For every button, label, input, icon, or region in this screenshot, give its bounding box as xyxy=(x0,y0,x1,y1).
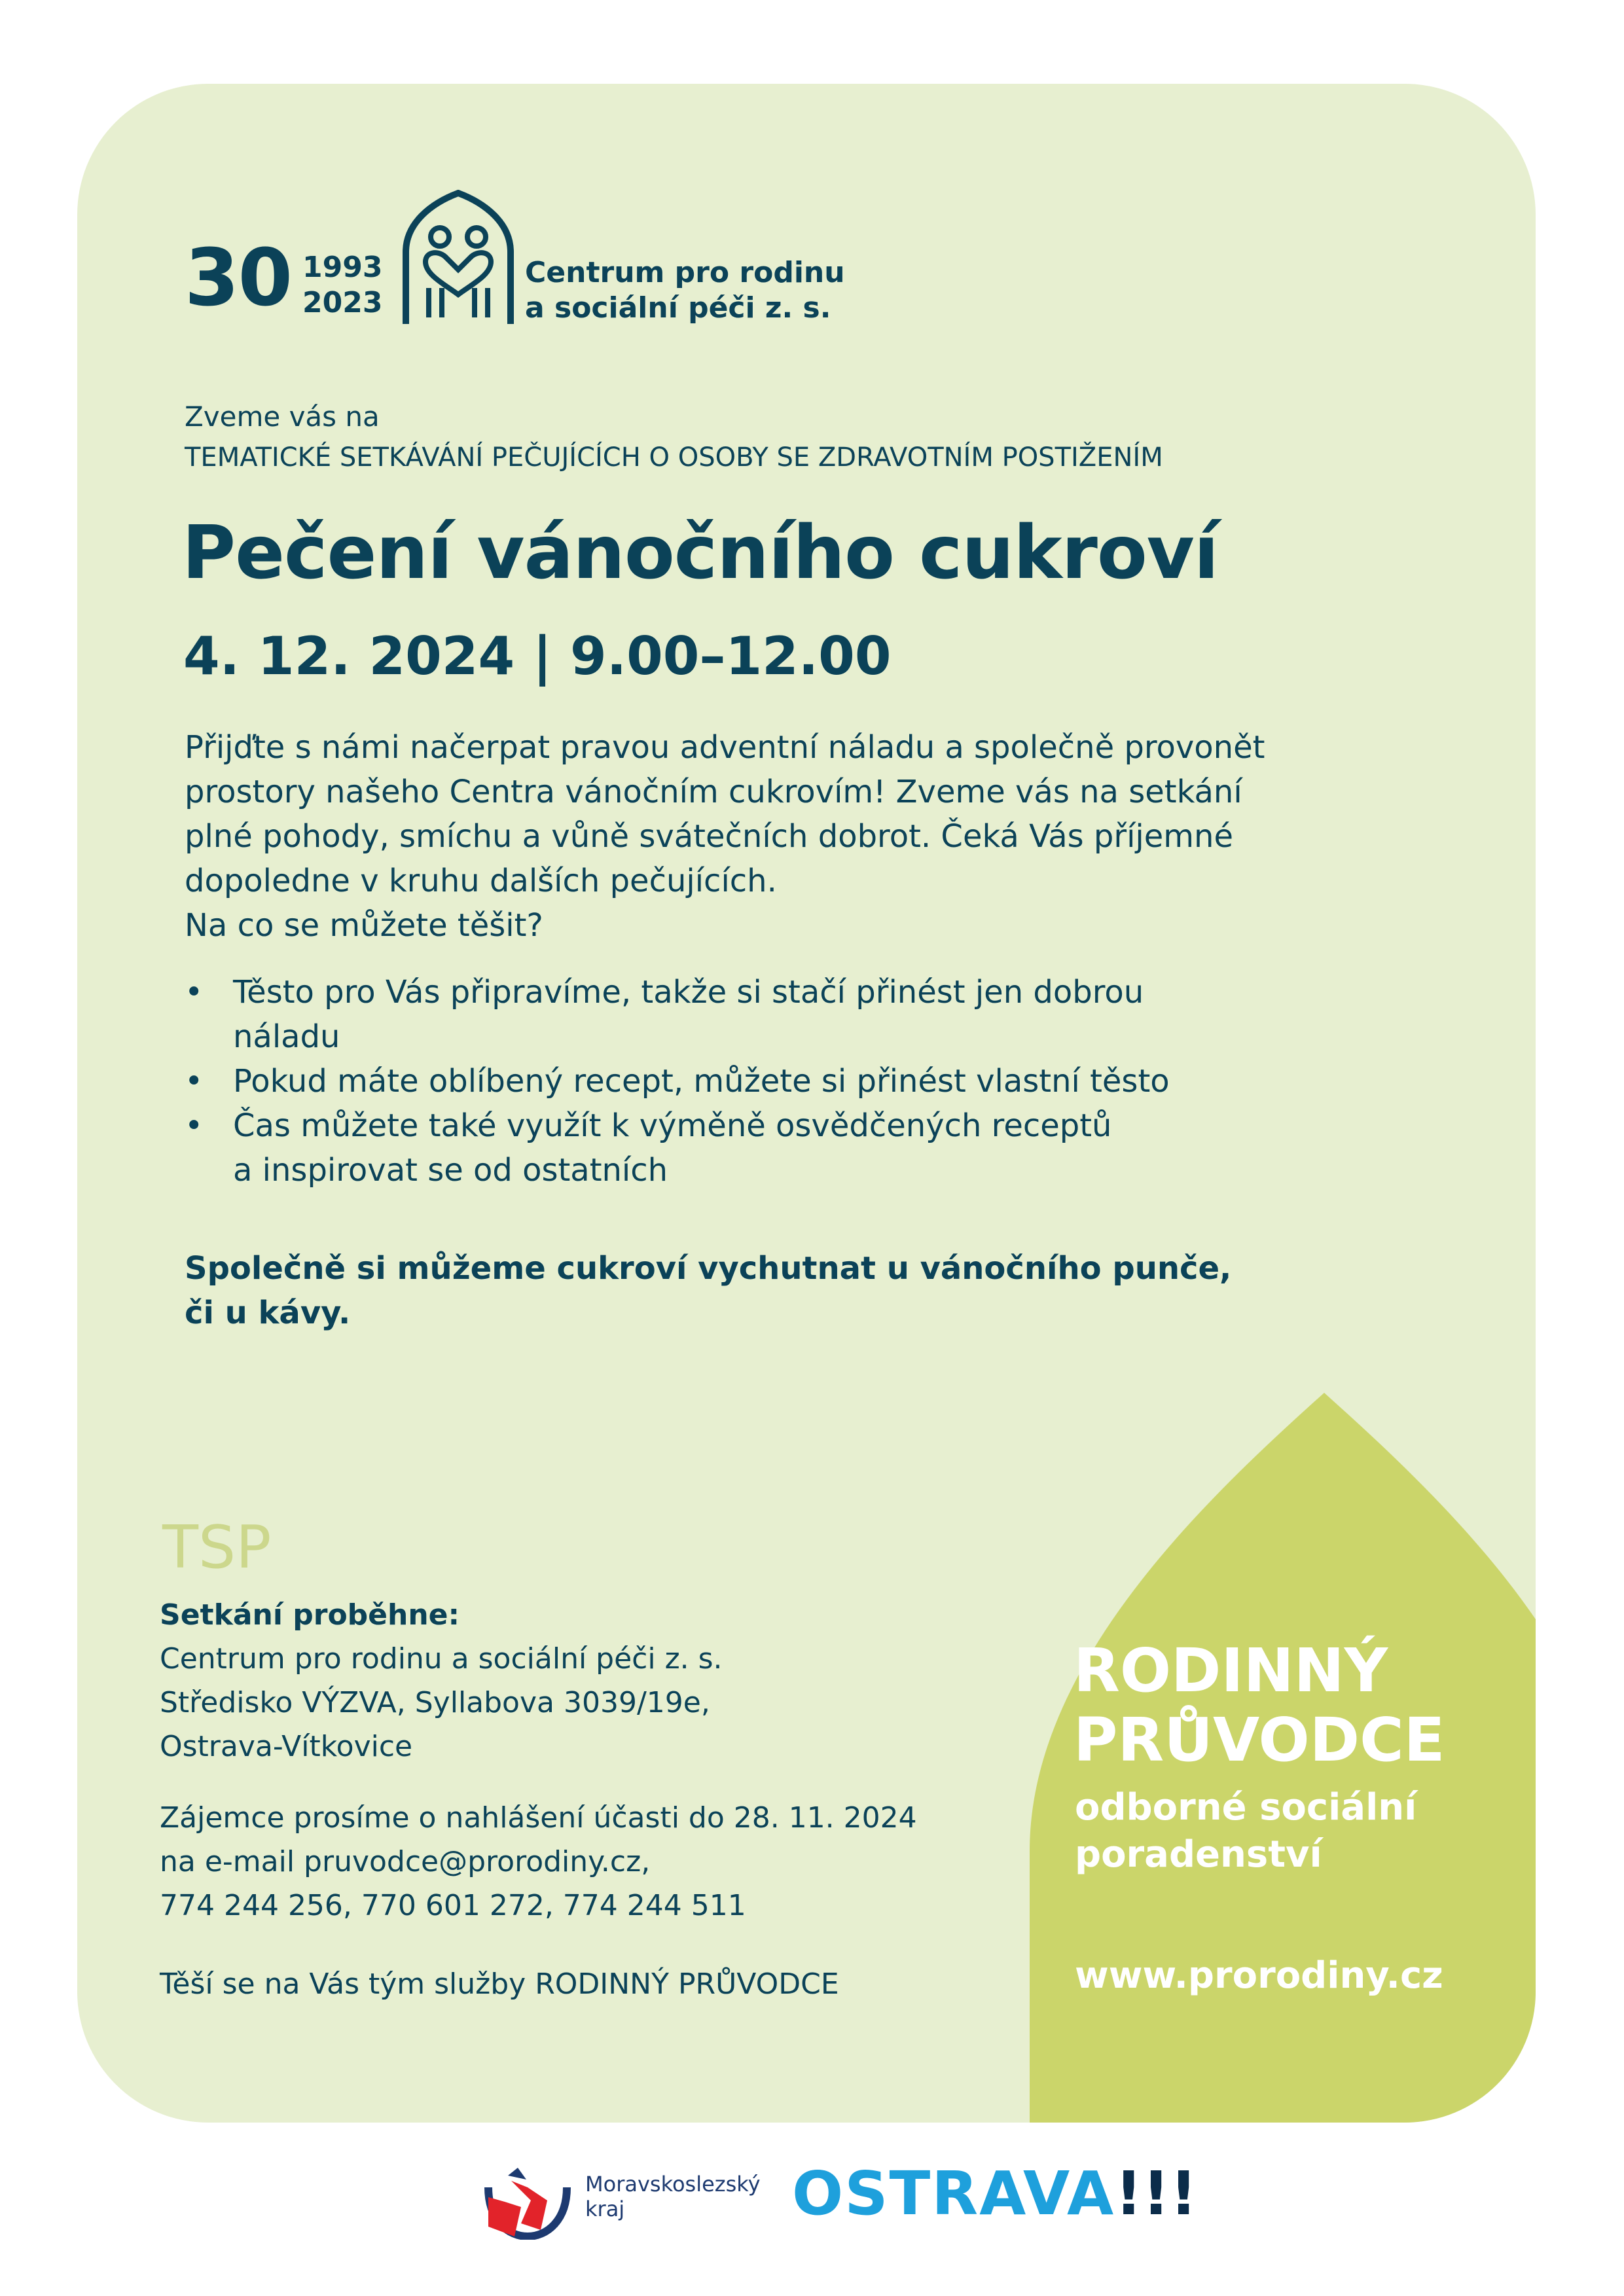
description-line: Na co se můžete těšit? xyxy=(185,907,543,944)
benefit-text: • Pokud máte oblíbený recept, můžete si přinést vlastní těsto xyxy=(233,1063,1170,1100)
anniversary-years xyxy=(302,250,382,321)
benefit-item xyxy=(185,1059,1170,1103)
region-name-line: Moravskoslezský xyxy=(585,2172,761,2197)
org-name-line2: a sociální péči z. s. xyxy=(525,291,831,325)
closing-note xyxy=(185,1246,1231,1335)
ostrava-logo xyxy=(792,2159,1197,2229)
contact-block xyxy=(160,1796,917,1928)
service-subtitle xyxy=(1075,1784,1416,1878)
service-title xyxy=(1074,1636,1445,1775)
service-title-line: RODINNÝ xyxy=(1074,1636,1388,1706)
description-line: plné pohody, smíchu a vůně svátečních dobrot. Čeká Vás příjemné xyxy=(185,818,1233,855)
ostrava-logo-exclamations: !!! xyxy=(1115,2159,1198,2229)
contact-email: na e-mail pruvodce@prorodiny.cz, xyxy=(160,1845,651,1878)
anniversary-number: 30 xyxy=(185,233,291,324)
event-datetime: 4. 12. 2024 | 9.00–12.00 xyxy=(183,626,892,687)
service-tag: TSP xyxy=(162,1513,272,1582)
venue-line: Středisko VÝZVA, Syllabova 3039/19e, xyxy=(160,1686,710,1719)
registration-deadline: Zájemce prosíme o nahlášení účasti do 28. 11. 2024 xyxy=(160,1801,917,1835)
website-link[interactable]: www.prorodiny.cz xyxy=(1075,1954,1443,1997)
benefit-text: náladu xyxy=(233,1018,340,1055)
closing-note-line: či u kávy. xyxy=(185,1295,351,1331)
benefit-item xyxy=(185,970,1170,1059)
org-name xyxy=(525,255,845,326)
invitation-line1: Zveme vás na xyxy=(185,401,380,433)
description-line: Přijďte s námi načerpat pravou adventní náladu a společně provonět xyxy=(185,729,1265,766)
event-description xyxy=(185,725,1265,948)
closing-note-line: Společně si můžeme cukroví vychutnat u vánočního punče, xyxy=(185,1250,1232,1287)
org-logo-icon xyxy=(399,190,517,327)
region-name xyxy=(585,2172,761,2221)
venue-line: Centrum pro rodinu a sociální péči z. s. xyxy=(160,1642,723,1676)
service-subtitle-line: odborné sociální xyxy=(1075,1786,1417,1829)
org-name-line1: Centrum pro rodinu xyxy=(525,256,845,289)
benefit-text: • Čas můžete také využít k výměně osvědčených receptů xyxy=(233,1107,1112,1144)
benefit-item xyxy=(185,1103,1170,1193)
year-end: 2023 xyxy=(302,286,383,319)
year-start: 1993 xyxy=(302,251,383,284)
event-title: Pečení vánočního cukroví xyxy=(182,511,1219,596)
service-subtitle-line: poradenství xyxy=(1075,1833,1322,1876)
benefit-text: • Těsto pro Vás připravíme, takže si stačí přinést jen dobrou xyxy=(233,974,1144,1011)
benefits-list xyxy=(185,970,1170,1193)
venue-block xyxy=(160,1593,723,1768)
benefit-text: a inspirovat se od ostatních xyxy=(233,1152,668,1189)
service-title-line: PRŮVODCE xyxy=(1074,1705,1445,1775)
contact-phones: 774 244 256, 770 601 272, 774 244 511 xyxy=(160,1889,746,1922)
ostrava-logo-text: OSTRAVA xyxy=(792,2159,1115,2229)
venue-line: Ostrava-Vítkovice xyxy=(160,1730,413,1763)
invitation-line2: TEMATICKÉ SETKÁVÁNÍ PEČUJÍCÍCH O OSOBY SE ZDRAVOTNÍM POSTIŽENÍM xyxy=(185,442,1163,473)
description-line: prostory našeho Centra vánočním cukrovím! Zveme vás na setkání xyxy=(185,774,1242,810)
venue-heading: Setkání proběhne: xyxy=(160,1598,460,1632)
description-line: dopoledne v kruhu dalších pečujících. xyxy=(185,863,777,899)
region-logo-icon xyxy=(475,2161,580,2240)
team-signoff: Těší se na Vás tým služby RODINNÝ PRŮVODCE xyxy=(160,1967,839,2001)
region-name-line: kraj xyxy=(585,2197,625,2221)
